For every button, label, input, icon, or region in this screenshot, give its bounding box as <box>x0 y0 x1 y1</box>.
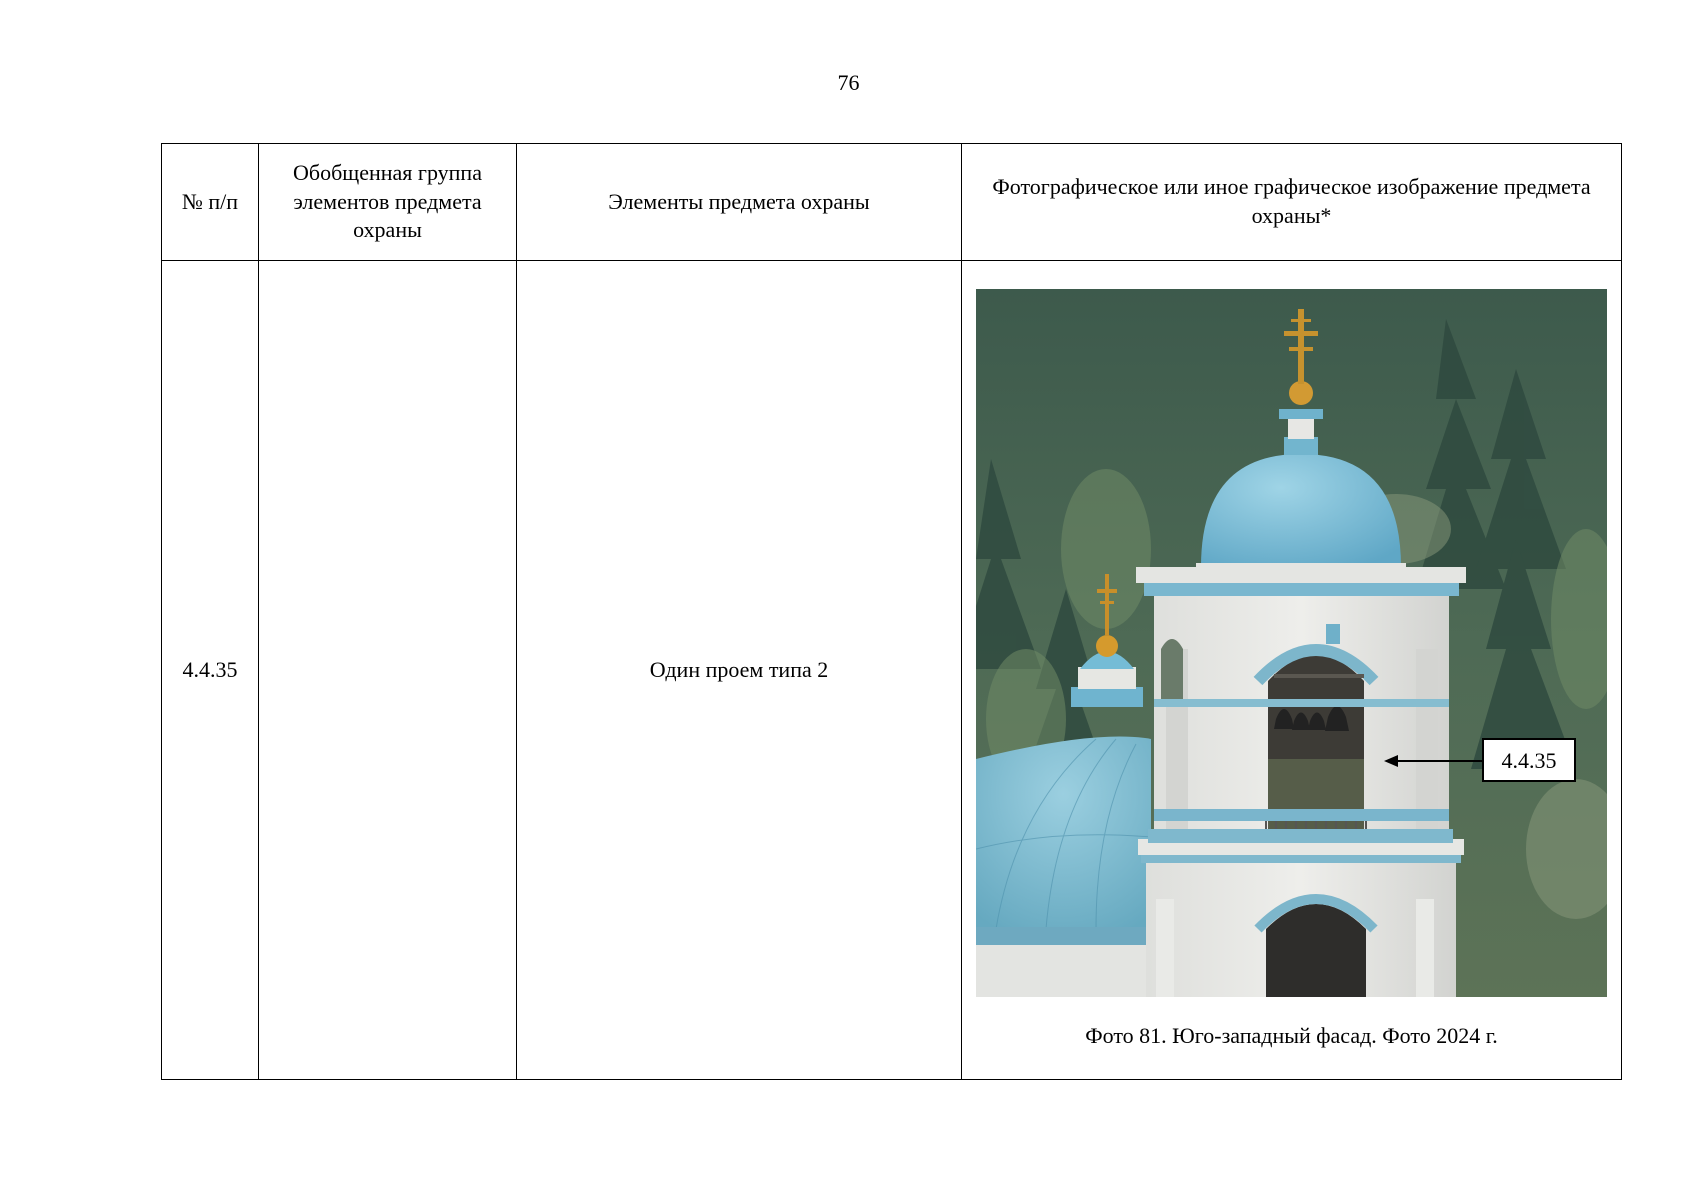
photo-caption: Фото 81. Юго-западный фасад. Фото 2024 г. <box>1085 1023 1498 1048</box>
header-group: Обобщенная группа элементов предмета охраны <box>259 144 517 261</box>
photo-callout-label: 4.4.35 <box>1501 748 1557 773</box>
header-image: Фотографическое или иное графическое изображение предмета охраны* <box>962 144 1622 261</box>
header-elements: Элементы предмета охраны <box>517 144 962 261</box>
row-num: 4.4.35 <box>162 261 259 1080</box>
table-row <box>162 261 1622 1080</box>
protection-elements-table <box>161 143 1622 1080</box>
page-number: 76 <box>837 70 860 95</box>
header-num: № п/п <box>162 144 259 261</box>
row-photo-cell <box>962 261 1622 1080</box>
church-belltower-photo <box>976 289 1607 997</box>
row-group <box>259 261 517 1080</box>
row-element: Один проем типа 2 <box>517 261 962 1080</box>
table-header-row <box>162 144 1622 261</box>
